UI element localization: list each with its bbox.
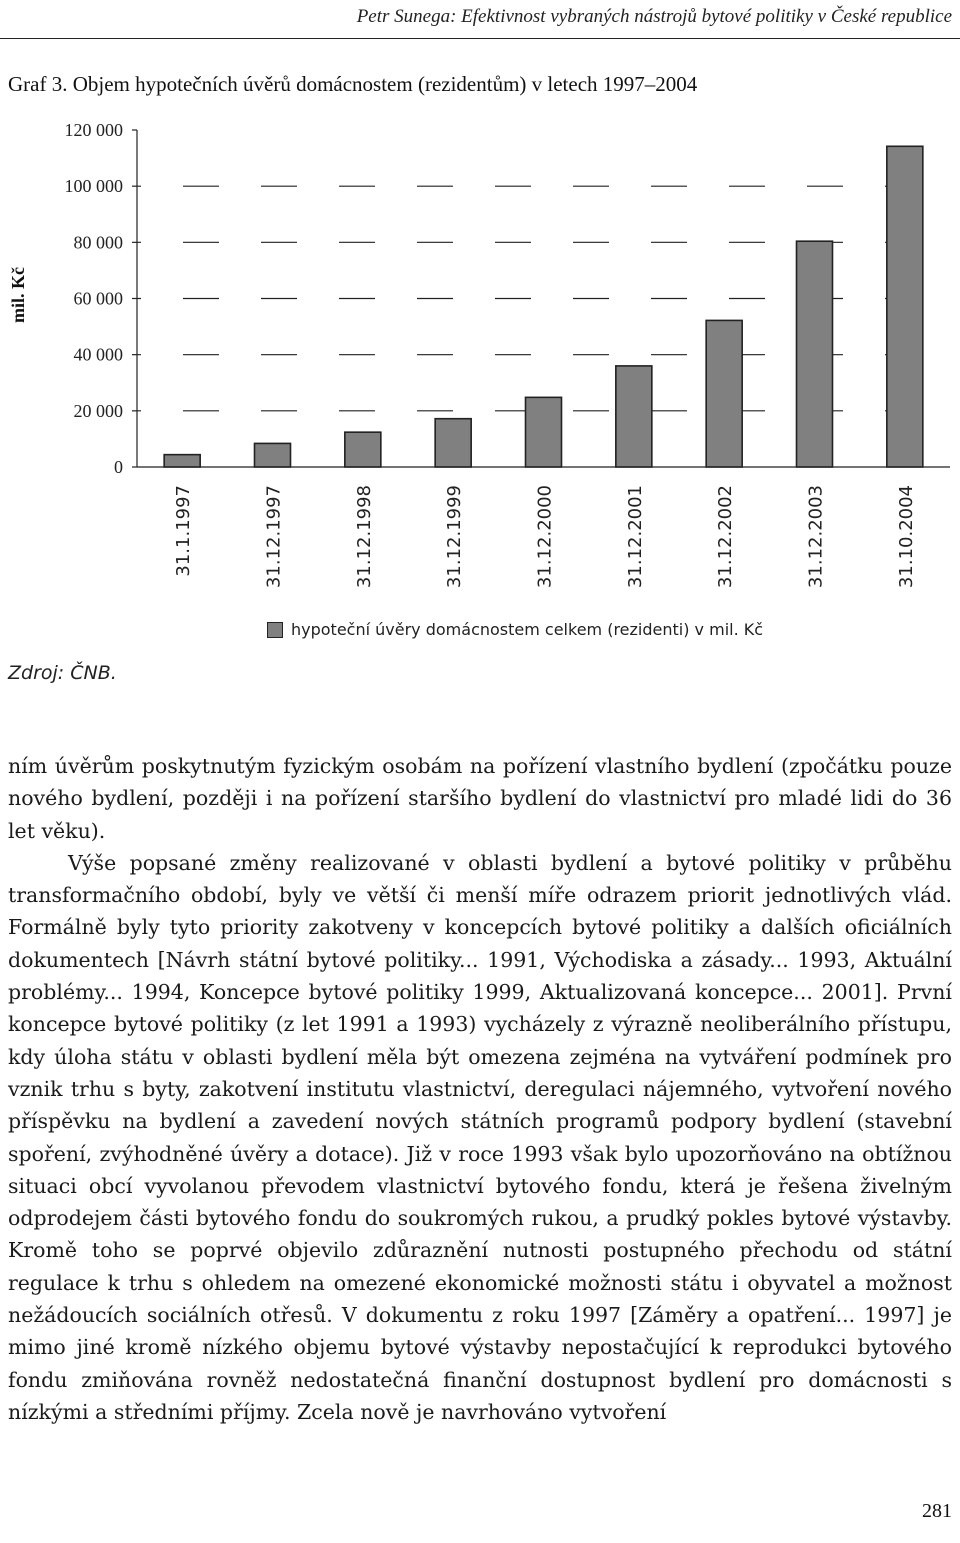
x-tick-label: 31.12.1997 bbox=[263, 485, 285, 589]
running-header: Petr Sunega: Efektivnost vybraných nástrojů bytové politiky v České republice bbox=[356, 6, 952, 27]
page-number: 281 bbox=[922, 1500, 952, 1522]
y-tick-labels bbox=[65, 120, 124, 477]
figure-title: Graf 3. Objem hypotečních úvěrů domácnostem (rezidentům) v letech 1997–2004 bbox=[8, 72, 698, 96]
bar bbox=[887, 146, 923, 467]
y-axis-label: mil. Kč bbox=[8, 267, 28, 323]
paragraph-2: Výše popsané změny realizované v oblasti bydlení a bytové politiky v průběhu transformačního období, byly ve větší či menší míře odrazem priorit jednotlivých vlád. Formálně byly tyto priority zakotveny v koncepcích bytové politiky a dalších oficiálních dokumentech [Návrh státní bytové politiky... 1991, Východiska a zásady... 1993, Aktuální problémy... 1994, Koncepce bytové politiky 1999, Aktualizovaná koncepce... 2001]. První koncepce bytové politiky (z let 1991 a 1993) vycházely z výrazně neoliberálního přístupu, kdy úloha státu v oblasti bydlení měla být omezena zejména na vytváření podmínek pro vznik trhu s byty, zakotvení institutu vlastnictví, deregulaci nájemného, vytvoření nového příspěvku na bydlení a zavedení nových státních programů podpory bydlení (stavební spoření, zvýhodněné úvěry a dotace). Již v roce 1993 však bylo upozorňováno na obtížnou situaci obcí vyvolanou převodem vlastnictví bytového fondu, která je řešena živelným odprodejem části bytového fondu do soukromých rukou, a prudký pokles bytové výstavby. Kromě toho se poprvé objevilo zdůraznění nutnosti postupného přechodu od státní regulace k trhu s ohledem na omezené ekonomické možnosti státu i obyvatel a možnost nežádoucích sociálních otřesů. V dokumentu z roku 1997 [Záměry a opatření... 1997] je mimo jiné kromě nízkého objemu bytové výstavby nepostačující k reprodukci bytového fondu zmiňována rovněž nedostatečná finanční dostupnost bydlení pro domácnosti s nízkými a středními příjmy. Zcela nově je navrhováno vytvoření bbox=[8, 850, 952, 1424]
x-tick-label: 31.10.2004 bbox=[895, 485, 917, 589]
body-text bbox=[8, 750, 952, 1428]
x-tick-label: 31.12.1998 bbox=[353, 485, 375, 589]
legend-label: hypoteční úvěry domácnostem celkem (rezidenti) v mil. Kč bbox=[291, 620, 764, 639]
bar bbox=[797, 241, 833, 467]
chart-legend bbox=[267, 620, 763, 639]
bar bbox=[435, 419, 471, 467]
y-tick-label: 20 000 bbox=[73, 400, 123, 421]
legend-swatch bbox=[267, 622, 283, 638]
y-tick-label: 0 bbox=[114, 457, 123, 477]
bar bbox=[526, 397, 562, 467]
bar-layer bbox=[164, 146, 923, 467]
x-tick-label: 31.12.2003 bbox=[805, 485, 827, 589]
y-tick-label: 40 000 bbox=[73, 344, 123, 365]
x-tick-label: 31.1.1997 bbox=[173, 485, 195, 577]
x-tick-labels bbox=[173, 485, 917, 588]
bar bbox=[255, 443, 291, 467]
x-tick-label: 31.12.2000 bbox=[534, 485, 556, 589]
bar bbox=[616, 366, 652, 467]
figure-source: Zdroj: ČNB. bbox=[8, 662, 117, 684]
bar bbox=[706, 320, 742, 467]
header-rule bbox=[0, 38, 960, 39]
bar-chart bbox=[0, 110, 960, 600]
x-tick-label: 31.12.2002 bbox=[715, 485, 737, 589]
bar bbox=[164, 455, 200, 467]
y-tick-label: 60 000 bbox=[73, 288, 123, 309]
x-tick-label: 31.12.1999 bbox=[444, 485, 466, 589]
y-tick-label: 100 000 bbox=[64, 176, 123, 197]
x-tick-label: 31.12.2001 bbox=[624, 485, 646, 589]
paragraph-1: ním úvěrům poskytnutým fyzickým osobám na pořízení vlastního bydlení (zpočátku pouze nového bydlení, později i na pořízení staršího bydlení do vlastnictví pro mladé lidi do 36 let věku). bbox=[8, 754, 952, 843]
bar bbox=[345, 432, 381, 467]
y-tick-label: 120 000 bbox=[64, 120, 123, 140]
y-tick-label: 80 000 bbox=[73, 232, 123, 253]
